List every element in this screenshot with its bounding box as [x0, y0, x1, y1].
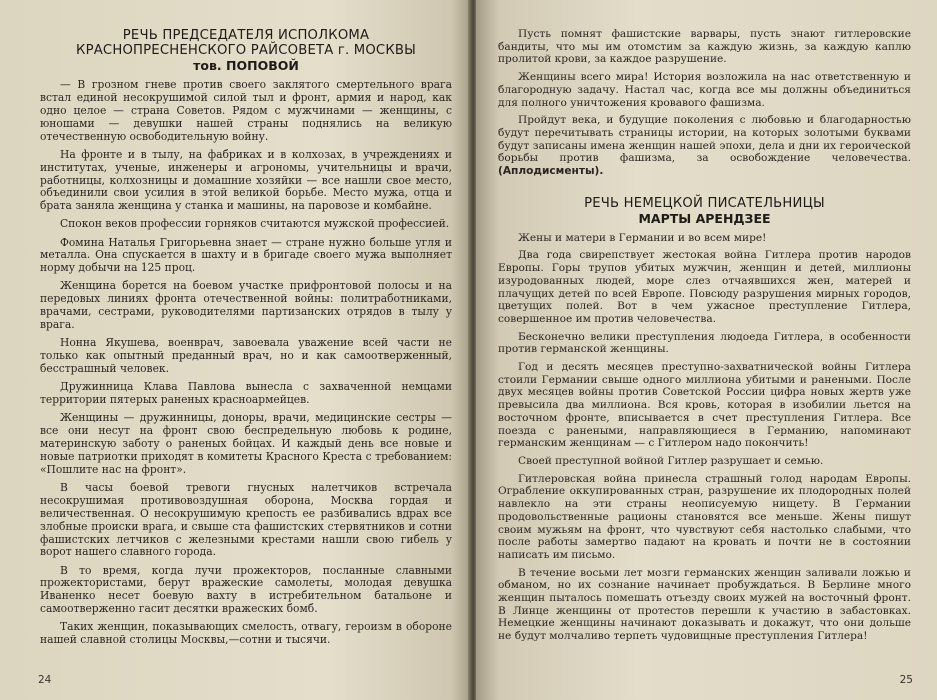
right-paragraph: В течение восьми лет мозги германских женщин заливали ложью и обманом, но их сознание начинает пробуждаться. В Берлине много женщин пыталось помешать отъезду своих мужей на восточный фронт. В Линце женщины от протестов перешли к участию в забастовках. Немецкие женщины начинают доказывать и докажут, что они дольше не будут молчаливо терпеть чудовищные преступления Гитлера! — [498, 566, 911, 643]
right-page-number: 25 — [899, 674, 913, 686]
left-page-number: 24 — [38, 674, 52, 686]
left-title-line1: РЕЧЬ ПРЕДСЕДАТЕЛЯ ИСПОЛКОМА — [122, 28, 370, 43]
right-title: РЕЧЬ НЕМЕЦКОЙ ПИСАТЕЛЬНИЦЫ — [584, 195, 825, 211]
left-speaker: тов. ПОПОВОЙ — [193, 58, 299, 73]
right-paragraph: Пусть помнят фашистские варвары, пусть знают гитлеровские бандиты, что мы им отомстим за каждую жизнь, за каждую каплю пролитой крови, за каждое разрушение. — [498, 28, 911, 66]
right-paragraph: Два года свирепствует жестокая война Гитлера против народов Европы. Горы трупов убитых мужчин, женщин и детей, миллионы изуродованных людей, море слез отчаявшихся жен, матерей и плачущих детей по всей Европе. Повсюду разрушения мирных городов, цветущих полей. Вот в чем ужасное преступление Гитлера, совершенное им против человечества. — [498, 249, 911, 325]
left-paragraph: Женщины — дружинницы, доноры, врачи, медицинские сестры — все они несут на фронт свою беспредельную любовь к родине, материнскую заботу о раненых бойцах. И каждый день все новые и новые патриотки приходят в комитеты Красного Креста с требованием: «Пошлите нас на фронт». — [40, 411, 452, 476]
right-paragraph: Женщины всего мира! История возложила на нас ответственную и благородную задачу. Настал час, когда все мы должны объединиться для полного уничтожения кровавого фашизма. — [498, 71, 911, 109]
right-section — [498, 196, 911, 643]
right-paragraph-text: Пройдут века, и будущие поколения с любовью и благодарностью будут перечитывать страницы истории, на которых золотыми буквами будут записаны имена женщин нашей эпохи, дела и дни их героической борьбы против фашизма, за освобождение человечества. — [498, 114, 911, 165]
left-paragraph: Дружинница Клава Павлова вынесла с захваченной немцами территории пятерых раненых красноармейцев. — [40, 380, 452, 407]
left-title-line2: КРАСНОПРЕСНЕНСКОГО РАЙСОВЕТА г. МОСКВЫ — [76, 43, 416, 58]
left-paragraph: Нонна Якушева, военврач, завоевала уважение всей части не только как опытный преданный врач, но и как самоотверженный, бесстрашный человек. — [40, 336, 452, 376]
left-paragraph: В то время, когда лучи прожекторов, посланные славными прожектористами, берут вражеские самолеты, молодая девушка Иваненко несет боевую вахту в истребительном батальоне и самоотверженно гасит десятки вражеских бомб. — [40, 563, 452, 616]
left-paragraph: На фронте и в тылу, на фабриках и в колхозах, в учреждениях и институтах, ученые, инженеры и агрономы, учительницы и врачи, работницы, колхозницы и домашние хозяйки — все нашли свое место, объединили свои усилия в этой великой борьбе. Место мужа, отца и брата заняла женщина у станка и машины, на паровозе и комбайне. — [40, 147, 452, 213]
right-paragraph: Бесконечно велики преступления людоеда Гитлера, в особенности против германской женщины. — [498, 330, 911, 356]
right-paragraph: Год и десять месяцев преступно-захватнической войны Гитлера стоили Германии свыше одного миллиона убитыми и ранеными. После двух месяцев войны против Советской России цифра новых жертв уже превысила два миллиона. Вся кровь, которая в изобилии льется на восточном фронте, вписывается в счет преступления Гитлера. Все поезда с ранеными, направляющиеся в Германию, напоминают германским женщинам — с Гитлером надо покончить! — [498, 361, 911, 450]
right-paragraph: Своей преступной войной Гитлер разрушает и семью. — [518, 454, 824, 467]
right-page — [476, 0, 937, 700]
left-paragraph: В часы боевой тревоги гнусных налетчиков встречала несокрушимая противовоздушная оборона, Москва гордая и величественная. О несокрушимую крепость ее разбивались вдрах все злобные происки врага, и свыше ста фашистских стервятников и сотни фашистских летчиков с железными крестами нашли свою гибель у ворот нашего славного города. — [40, 480, 452, 559]
left-paragraph: Спокон веков профессии горняков считаются мужской профессией. — [60, 217, 450, 231]
applause-note: (Аплодисменты). — [498, 165, 604, 178]
left-paragraph: — В грозном гневе против своего заклятого смертельного врага встал единой несокрушимой силой тыл и фронт, армия и народ, как одно целое — страна Советов. Рядом с мужчинами — женщины, с юношами — девушки нашей страны поднялись на великую отечественную освободительную войну. — [40, 78, 452, 143]
right-paragraph: Гитлеровская война принесла страшный голод народам Европы. Ограбление оккупированных стран, разрушение их плодородных полей навлекло на эти страны неописуемую нищету. В Германии продовольственные рационы становятся все меньше. Жены пишут своим мужьям на фронт, что чувствуют себя настолько слабыми, что после работы замертво падают на кровать и почти не в состоянии написать им письмо. — [498, 472, 911, 561]
right-paragraph — [498, 114, 911, 178]
left-paragraph: Таких женщин, показывающих смелость, отвагу, героизм в обороне нашей славной столицы Москвы,—сотни и тысячи. — [40, 620, 452, 647]
right-paragraph: Жены и матери в Германии и во всем мире! — [518, 231, 767, 244]
left-paragraph: Фомина Наталья Григорьевна знает — стране нужно больше угля и металла. Она спускается в шахту и в бригаде своего мужа выполняет норму добычи на 125 проц. — [40, 235, 452, 275]
left-paragraph: Женщина борется на боевом участке прифронтовой полосы и на передовых линиях фронта отечественной войны: политработниками, врачами, сестрами, руководителями партизанских отрядов в тылу у врага. — [40, 279, 452, 332]
right-speaker: МАРТЫ АРЕНДЗЕЕ — [638, 210, 771, 226]
